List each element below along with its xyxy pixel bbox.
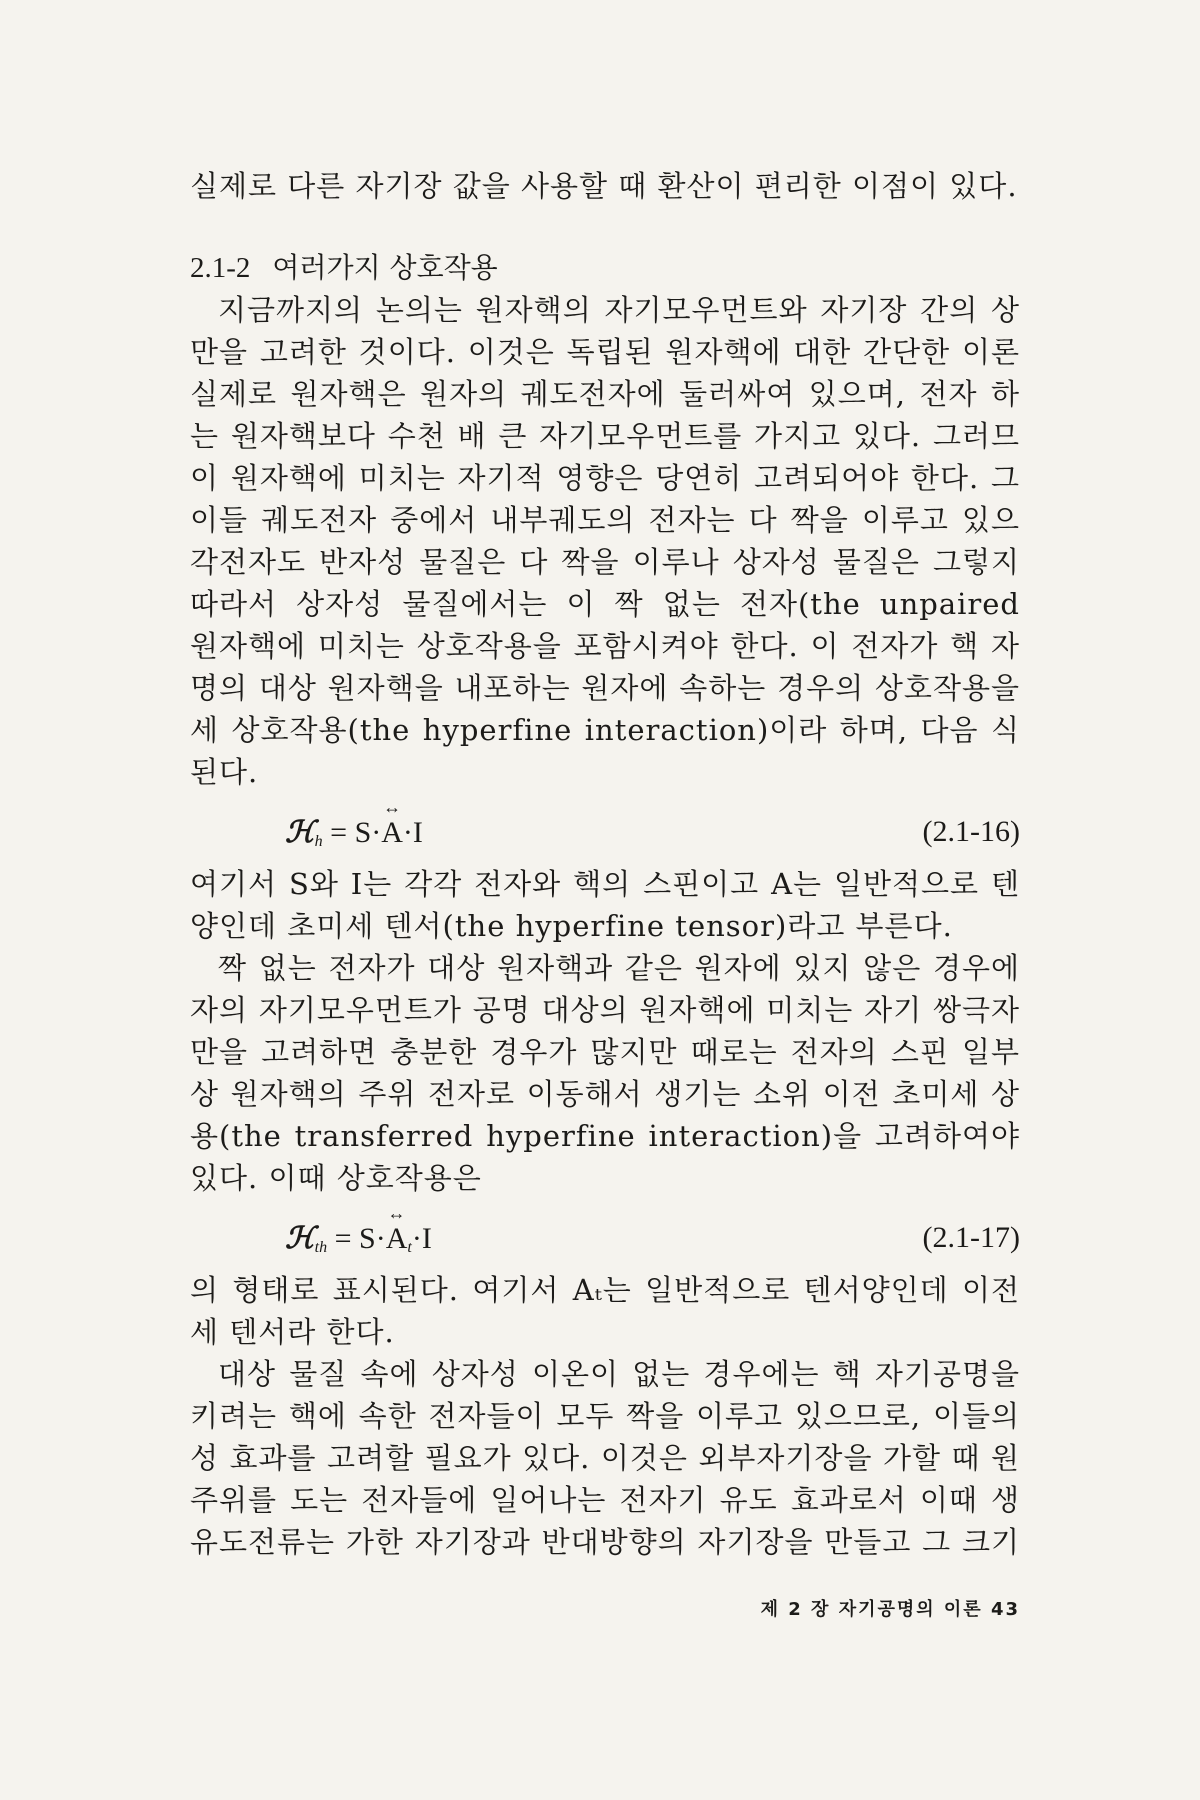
text-line: 는 원자핵보다 수천 배 큰 자기모우먼트를 가지고 있다. 그러므 bbox=[190, 419, 1020, 453]
text-line: 명의 대상 원자핵을 내포하는 원자에 속하는 경우의 상호작용을 bbox=[190, 671, 1020, 705]
text-line: 여기서 S와 I는 각각 전자와 핵의 스핀이고 A는 일반적으로 텐 bbox=[190, 867, 1020, 901]
hamiltonian-symbol: ℋ bbox=[285, 1221, 315, 1256]
text-line: 실제로 다른 자기장 값을 사용할 때 환산이 편리한 이점이 있다. bbox=[190, 169, 1018, 203]
text-line: 실제로 원자핵은 원자의 궤도전자에 둘러싸여 있으며, 전자 하 bbox=[190, 377, 1020, 411]
text-line: 키려는 핵에 속한 전자들이 모두 짝을 이루고 있으므로, 이들의 bbox=[190, 1399, 1020, 1433]
hamiltonian-symbol: ℋ bbox=[285, 815, 315, 850]
equation-expression bbox=[285, 1203, 432, 1257]
text-line: 양인데 초미세 텐서(the hyperfine tensor)라고 부른다. bbox=[190, 909, 953, 943]
text-line: 세 상호작용(the hyperfine interaction)이라 하며, 다음 식 bbox=[190, 713, 1020, 747]
text-line: 된다. bbox=[190, 755, 259, 789]
tensor-subscript: t bbox=[407, 1239, 412, 1256]
hamiltonian-subscript: th bbox=[314, 1239, 328, 1256]
text-line: 세 텐서라 한다. bbox=[190, 1315, 395, 1349]
equation-number: (2.1-17) bbox=[922, 1221, 1020, 1254]
section-title: 여러가지 상호작용 bbox=[272, 251, 498, 284]
equation-rest: ·I bbox=[402, 816, 423, 849]
equation-rest: ·I bbox=[411, 1222, 432, 1255]
text-line: 짝 없는 전자가 대상 원자핵과 같은 원자에 있지 않은 경우에 bbox=[218, 951, 1020, 985]
equation-2-1-17 bbox=[190, 1199, 1020, 1269]
running-footer: 제 2 장 자기공명의 이론 43 bbox=[760, 1599, 1020, 1620]
text-line: 따라서 상자성 물질에서는 이 짝 없는 전자(the unpaired bbox=[190, 587, 1020, 621]
text-line: 원자핵에 미치는 상호작용을 포함시켜야 한다. 이 전자가 핵 자 bbox=[190, 629, 1020, 663]
equation-number: (2.1-16) bbox=[922, 815, 1020, 848]
equation-2-1-16 bbox=[190, 793, 1020, 863]
paragraph-2 bbox=[190, 863, 1020, 947]
hamiltonian-subscript: h bbox=[314, 833, 323, 850]
page-content bbox=[190, 165, 1020, 1563]
text-line: 이들 궤도전자 중에서 내부궤도의 전자는 다 짝을 이루고 있으 bbox=[190, 503, 1020, 537]
tensor-symbol: ↔ A bbox=[385, 1203, 408, 1255]
text-line: 유도전류는 가한 자기장과 반대방향의 자기장을 만들고 그 크기 bbox=[190, 1525, 1020, 1559]
text-line: 성 효과를 고려할 필요가 있다. 이것은 외부자기장을 가할 때 원 bbox=[190, 1441, 1020, 1475]
paragraph-1 bbox=[190, 289, 1020, 793]
text-line: 상 원자핵의 주위 전자로 이동해서 생기는 소위 이전 초미세 상 bbox=[190, 1077, 1020, 1111]
text-line: 이 원자핵에 미치는 자기적 영향은 당연히 고려되어야 한다. 그 bbox=[190, 461, 1020, 495]
section-heading bbox=[190, 247, 1020, 289]
section-number: 2.1-2 bbox=[190, 252, 251, 284]
double-arrow-icon: ↔ bbox=[383, 797, 402, 817]
double-arrow-icon: ↔ bbox=[387, 1203, 406, 1223]
text-line: 있다. 이때 상호작용은 bbox=[190, 1161, 482, 1195]
text-line: 의 형태로 표시된다. 여기서 Aₜ는 일반적으로 텐서양인데 이전 bbox=[190, 1273, 1020, 1307]
tensor-symbol: ↔ A bbox=[381, 797, 403, 849]
equation-operator: = S· bbox=[334, 1222, 386, 1255]
text-line: 각전자도 반자성 물질은 다 짝을 이루나 상자성 물질은 그렇지 bbox=[190, 545, 1020, 579]
text-line: 지금까지의 논의는 원자핵의 자기모우먼트와 자기장 간의 상 bbox=[218, 293, 1020, 327]
text-line: 만을 고려하면 충분한 경우가 많지만 때로는 전자의 스핀 일부 bbox=[190, 1035, 1020, 1069]
text-line: 대상 물질 속에 상자성 이온이 없는 경우에는 핵 자기공명을 bbox=[218, 1357, 1020, 1391]
text-line: 만을 고려한 것이다. 이것은 독립된 원자핵에 대한 간단한 이론 bbox=[190, 335, 1020, 369]
text-line: 자의 자기모우먼트가 공명 대상의 원자핵에 미치는 자기 쌍극자 bbox=[190, 993, 1020, 1027]
paragraph-4 bbox=[190, 1269, 1020, 1353]
text-line: 주위를 도는 전자들에 일어나는 전자기 유도 효과로서 이때 생 bbox=[190, 1483, 1020, 1517]
paragraph-5 bbox=[190, 1353, 1020, 1563]
text-line: 용(the transferred hyperfine interaction)을 고려하여야 bbox=[190, 1119, 1020, 1153]
paragraph-3 bbox=[190, 947, 1020, 1199]
equation-expression bbox=[285, 797, 423, 851]
equation-operator: = S· bbox=[330, 816, 382, 849]
